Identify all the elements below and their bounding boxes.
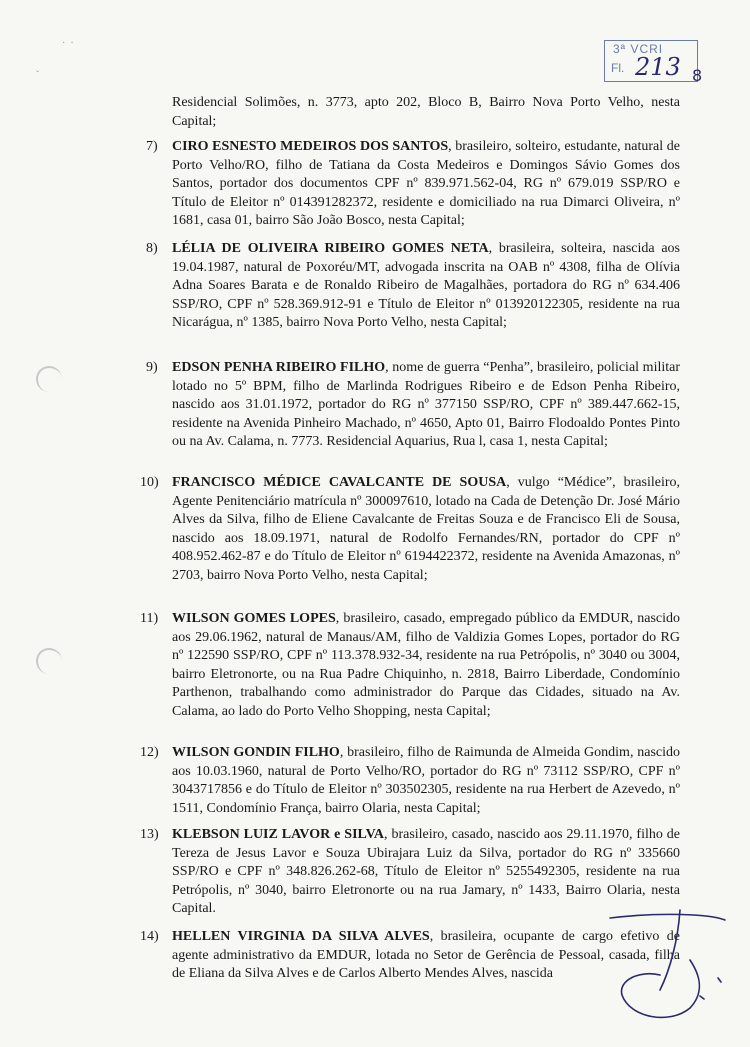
item-text: , brasileira, ocupante de cargo efetivo de agente administrativo da EMDUR, lotada no Setor de Gerência de Pessoal, casada, filha de Eliana da Silva Alves e de Carlos Alberto Mendes Alves, nascida	[172, 929, 680, 982]
item-number: 12)	[140, 745, 159, 760]
folio-stamp	[604, 40, 698, 82]
list-item	[172, 359, 680, 452]
item-number: 7)	[146, 139, 158, 154]
person-name: FRANCISCO MÉDICE CAVALCANTE DE SOUSA	[172, 475, 507, 490]
person-name: HELLEN VIRGINIA DA SILVA ALVES	[172, 929, 430, 944]
list-item	[172, 474, 680, 586]
person-name: EDSON PENHA RIBEIRO FILHO	[172, 360, 386, 375]
person-name: KLEBSON LUIZ LAVOR e SILVA	[172, 827, 385, 842]
item-number: 9)	[146, 360, 158, 375]
intro-paragraph: Residencial Solimões, n. 3773, apto 202, Bloco B, Bairro Nova Porto Velho, nesta Capital;	[172, 95, 680, 129]
item-text: , brasileiro, casado, nascido aos 29.11.1970, filho de Tereza de Jesus Lavor e Souza Ubirajara Luiz da Silva, portador do RG nº 335660 SSP/RO e CPF nº 348.826.262-68, Título de Eleitor nº 5255492305, residente na rua Petrópolis, nº 3040, bairro Eletronorte ou na rua Jamary, nº 1433, Bairro Olaria, nesta Capital.	[172, 827, 680, 917]
item-number: 8)	[146, 241, 158, 256]
list-item	[172, 744, 680, 818]
person-name: WILSON GONDIN FILHO	[172, 745, 340, 760]
stamp-folio-label: Fl.	[611, 61, 625, 75]
stamp-court: 3ª VCRI	[613, 42, 664, 56]
person-name: CIRO ESNESTO MEDEIROS DOS SANTOS	[172, 139, 449, 154]
list-item	[172, 240, 680, 333]
scan-mark: ˇ	[36, 70, 40, 81]
handwritten-signature	[600, 900, 740, 1030]
list-item	[172, 138, 680, 231]
item-text: , vulgo “Médice”, brasileiro, Agente Penitenciário matrícula nº 300097610, lotado na Cada de Detenção Dr. José Mário Alves da Silva, filho de Eliene Cavalcante de Freitas Souza e de Francisco Eli de Sousa, nascido aos 18.09.1971, natural de Rodolfo Fernandes/RN, portador do CPF nº 408.952.462-87 e do Título de Eleitor nº 6194422372, residente na Avenida Amazonas, nº 2703, bairro Nova Porto Velho, nesta Capital;	[172, 475, 681, 583]
punch-hole-bottom	[36, 648, 62, 674]
item-number: 11)	[140, 611, 159, 626]
list-item	[172, 610, 680, 722]
stamp-handwritten-mark: 8	[692, 66, 703, 85]
item-text: , brasileiro, filho de Raimunda de Almeida Gondim, nascido aos 10.03.1960, natural de Porto Velho/RO, portador do RG nº 73112 SSP/RO, CPF nº 3043717856 e do Título de Eleitor nº 303502305, residente na rua Herbert de Azevedo, nº 1511, Condomínio França, bairro Olaria, nesta Capital;	[172, 745, 681, 816]
item-number: 14)	[140, 929, 159, 944]
item-number: 13)	[140, 827, 159, 842]
scan-dots: ··	[62, 38, 79, 49]
item-number: 10)	[140, 475, 159, 490]
item-text: , brasileiro, solteiro, estudante, natural de Porto Velho/RO, filho de Tatiana da Costa Medeiros e Domingos Sávio Gomes dos Santos, portador dos documentos CPF nº 839.971.562-04, RG nº 679.019 SSP/RO e Título de Eleitor nº 014391282372, residente e domiciliado na rua Dimarci Oliveira, nº 1681, casa 01, bairro São João Bosco, nesta Capital;	[172, 139, 680, 229]
punch-hole-top	[36, 366, 62, 392]
item-text: , nome de guerra “Penha”, brasileiro, policial militar lotado no 5º BPM, filho de Marlinda Rodrigues Ribeiro e de Edson Penha Ribeiro, nascido aos 31.01.1972, portador do RG nº 377150 SSP/RO, CPF nº 389.447.662-15, residente na Avenida Pinheiro Machado, nº 4650, Apto 01, Bairro Flodoaldo Pontes Pinto ou na Av. Calama, n. 7773. Residencial Aquarius, Rua l, casa 1, nesta Capital;	[172, 360, 681, 450]
person-name: LÉLIA DE OLIVEIRA RIBEIRO GOMES NETA	[172, 241, 489, 256]
person-name: WILSON GOMES LOPES	[172, 611, 336, 626]
item-text: , brasileira, solteira, nascida aos 19.04.1987, natural de Poxoréu/MT, advogada inscrita na OAB nº 4308, filha de Olívia Adna Soares Barata e de Ronaldo Ribeiro de Magalhães, portadora do RG nº 634.406 SSP/RO, CPF nº 528.369.912-91 e Título de Eleitor nº 013920122305, residente na rua Nicarágua, nº 1385, bairro Nova Porto Velho, nesta Capital;	[172, 241, 680, 331]
item-text: , brasileiro, casado, empregado público da EMDUR, nascido aos 29.06.1962, natural de Manaus/AM, filho de Valdizia Gomes Lopes, portador do RG nº 122590 SSP/RO, CPF nº 113.378.932-34, residente na rua Petrópolis, nº 3040 ou 3004, bairro Eletronorte, ou na Rua Padre Chiquinho, n. 2818, Bairro Liberdade, Condomínio Parthenon, trabalhando como administrador do Parque das Cidades, situado na Av. Calama, ao lado do Porto Velho Shopping, nesta Capital;	[172, 611, 681, 719]
stamp-page-number: 213	[635, 53, 681, 81]
